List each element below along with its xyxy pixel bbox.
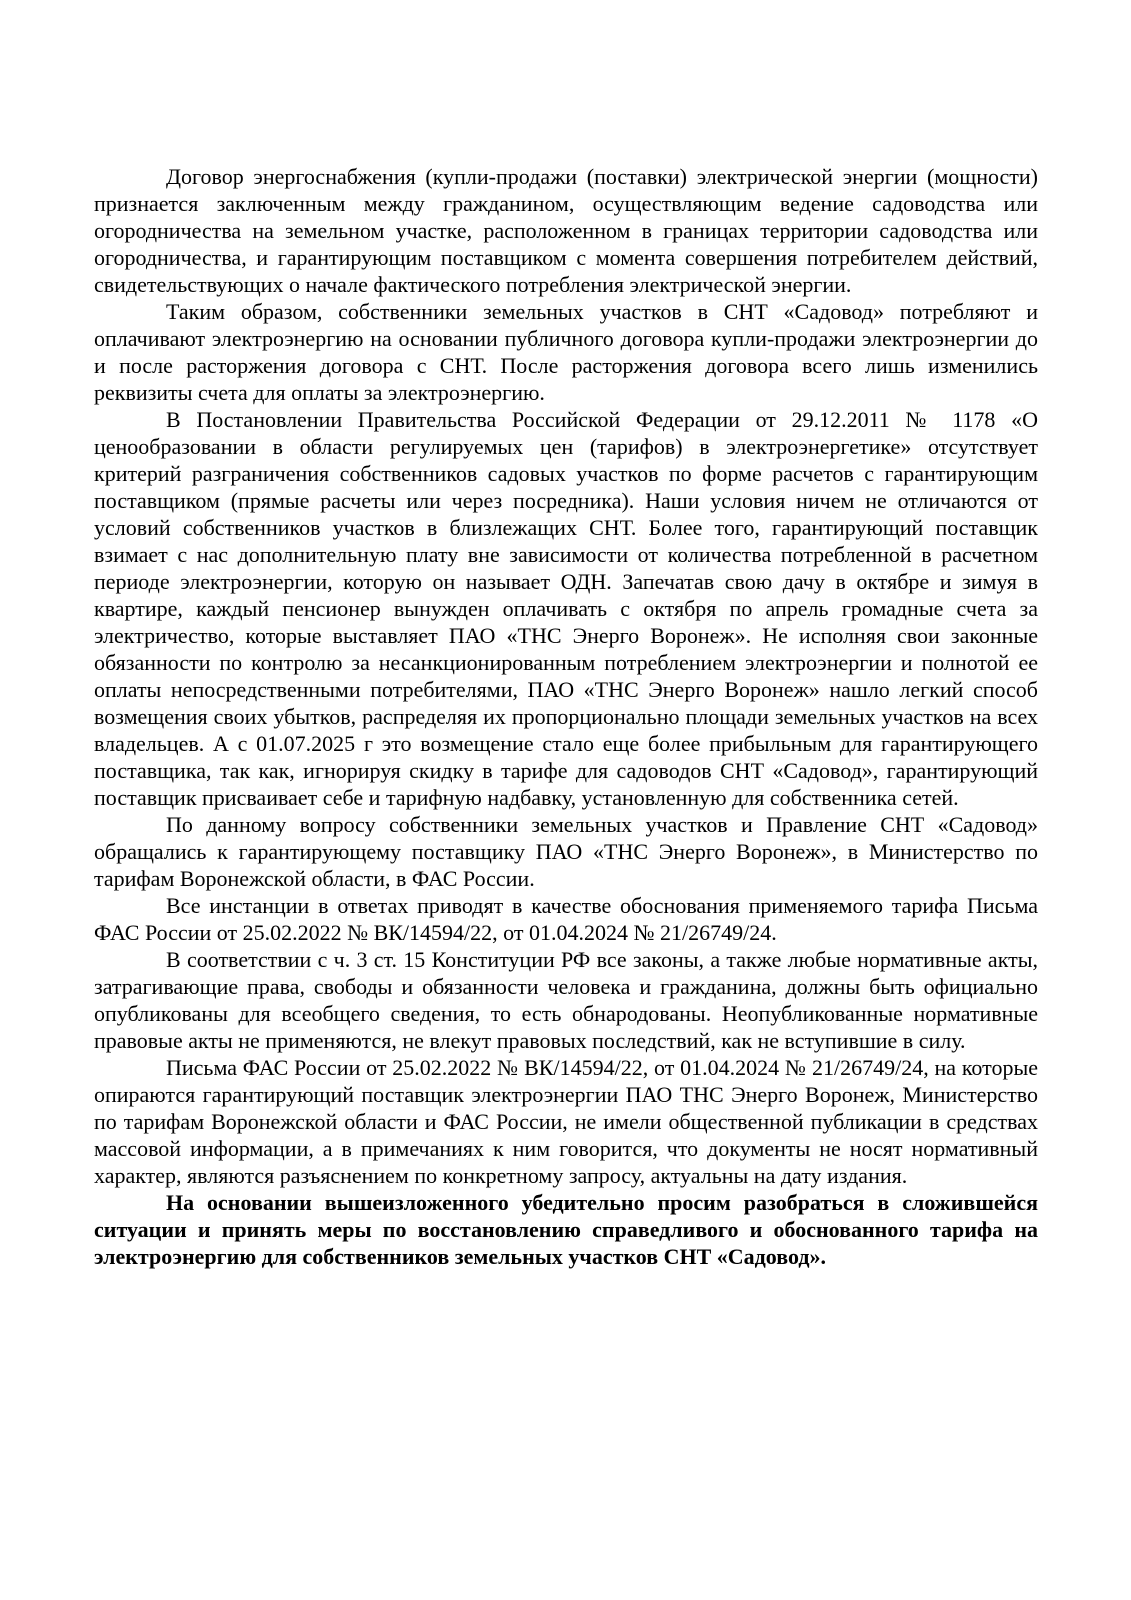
paragraph-appeals: По данному вопросу собственники земельных участков и Правление СНТ «Садовод» обращались к гарантирующему поставщику ПАО «ТНС Энерго Воронеж», в Министерство по тарифам Воронежской области, в ФАС России.	[94, 812, 1038, 891]
paragraph-tariff-regulation: В Постановлении Правительства Российской Федерации от 29.12.2011 № 1178 «О ценообразовании в области регулируемых цен (тарифов) в электроэнергетике» отсутствует критерий разграничения собственников садовых участков по форме расчетов с гарантирующим поставщиком (прямые расчеты или через посредника). Наши условия ничем не отличаются от условий собственников участков в близлежащих СНТ. Более того, гарантирующий поставщик взимает с нас дополнительную плату вне зависимости от количества потребленной в расчетном периоде электроэнергии, которую он называет ОДН. Запечатав свою дачу в октябре и зимуя в квартире, каждый пенсионер вынужден оплачивать с октября по апрель громадные счета за электричество, которые выставляет ПАО «ТНС Энерго Воронеж». Не исполняя свои законные обязанности по контролю за несанкционированным потреблением электроэнергии и полнотой ее оплаты непосредственными потребителями, ПАО «ТНС Энерго Воронеж» нашло легкий способ возмещения своих убытков, распределяя их пропорционально площади земельных участков на всех владельцев. А с 01.07.2025 г это возмещение стало еще более прибыльным для гарантирующего поставщика, так как, игнорируя скидку в тарифе для садоводов СНТ «Садовод», гарантирующий поставщик присваивает себе и тарифную надбавку, установленную для собственника сетей.	[94, 407, 1038, 810]
paragraph-request-conclusion: На основании вышеизложенного убедительно просим разобраться в сложившейся ситуации и принять меры по восстановлению справедливого и обоснованного тарифа на электроэнергию для собственников земельных участков СНТ «Садовод».	[94, 1190, 1038, 1269]
paragraph-constitution: В соответствии с ч. 3 ст. 15 Конституции РФ все законы, а также любые нормативные акты, затрагивающие права, свободы и обязанности человека и гражданина, должны быть официально опубликованы для всеобщего сведения, то есть обнародованы. Неопубликованные нормативные правовые акты не применяются, не влекут правовых последствий, как не вступившие в силу.	[94, 947, 1038, 1053]
paragraph-owners-payment: Таким образом, собственники земельных участков в СНТ «Садовод» потребляют и оплачивают электроэнергию на основании публичного договора купли-продажи электроэнергии до и после расторжения договора с СНТ. После расторжения договора всего лишь изменились реквизиты счета для оплаты за электроэнергию.	[94, 299, 1038, 405]
paragraph-fas-letters-reference: Все инстанции в ответах приводят в качестве обоснования применяемого тарифа Письма ФАС России от 25.02.2022 № ВК/14594/22, от 01.04.2024 № 21/26749/24.	[94, 893, 1038, 945]
paragraph-letters-not-published: Письма ФАС России от 25.02.2022 № ВК/14594/22, от 01.04.2024 № 21/26749/24, на которые опираются гарантирующий поставщик электроэнергии ПАО ТНС Энерго Воронеж, Министерство по тарифам Воронежской области и ФАС России, не имели общественной публикации в средствах массовой информации, а в примечаниях к ним говорится, что документы не носят нормативный характер, являются разъяснением по конкретному запросу, актуальны на дату издания.	[94, 1055, 1038, 1188]
paragraph-contract-definition: Договор энергоснабжения (купли-продажи (поставки) электрической энергии (мощности) признается заключенным между гражданином, осуществляющим ведение садоводства или огородничества на земельном участке, расположенном в границах территории садоводства или огородничества, и гарантирующим поставщиком с момента совершения потребителем действий, свидетельствующих о начале фактического потребления электрической энергии.	[94, 164, 1038, 297]
